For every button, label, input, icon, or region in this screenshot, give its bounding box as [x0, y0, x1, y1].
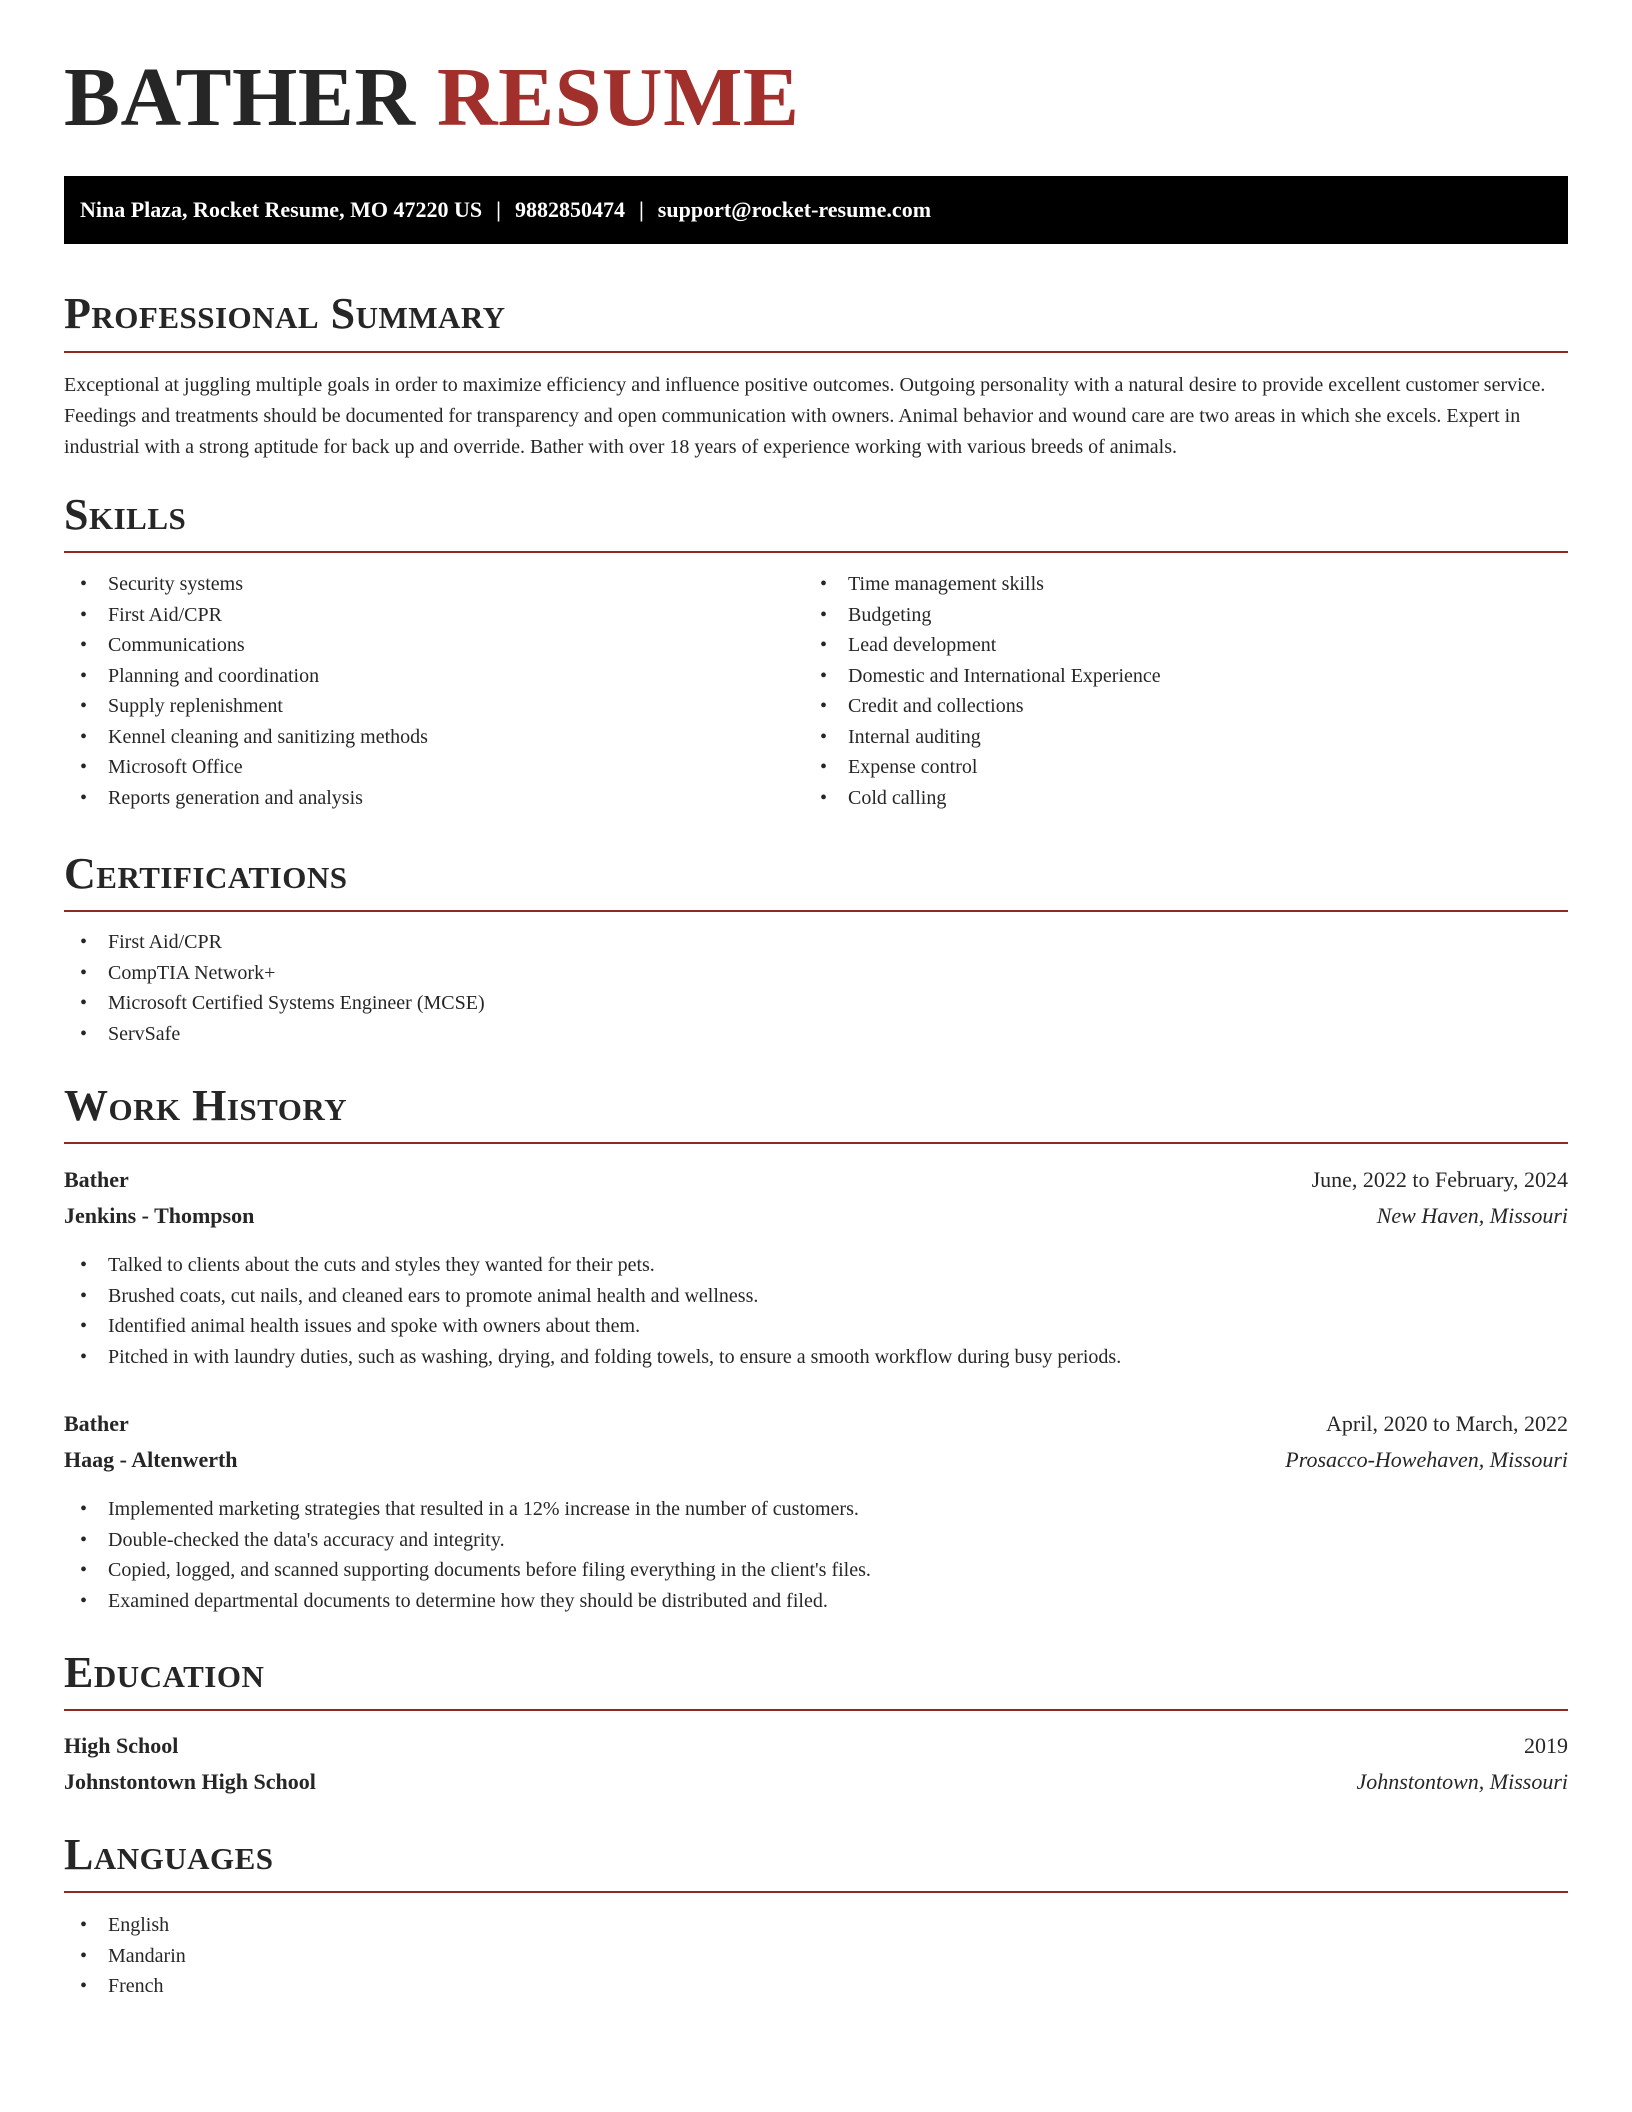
skills-list-right: [804, 569, 1161, 813]
job-company-row: [64, 1205, 1568, 1227]
list-item: • Planning and coordination: [64, 661, 428, 692]
list-item: • English: [64, 1910, 186, 1941]
education-degree: High School: [64, 1733, 179, 1758]
job-location: Prosacco-Howehaven, Missouri: [1285, 1447, 1568, 1472]
list-item: • Budgeting: [804, 600, 1161, 631]
list-item: • Copied, logged, and scanned supporting documents before filing everything in the client's files.: [64, 1555, 871, 1586]
work-history-heading: Work History: [64, 1081, 348, 1130]
summary-heading: Professional Summary: [64, 289, 506, 338]
job-title-row: [64, 1169, 1568, 1191]
list-item: • Lead development: [804, 630, 1161, 661]
skills-list-left: [64, 569, 428, 813]
list-item: • Examined departmental documents to determine how they should be distributed and filed.: [64, 1586, 871, 1617]
contact-email[interactable]: support@rocket-resume.com: [657, 197, 932, 222]
job-dates: April, 2020 to March, 2022: [1326, 1411, 1568, 1436]
list-item: • French: [64, 1971, 186, 2002]
skills-divider: [64, 551, 1568, 553]
list-item: • Brushed coats, cut nails, and cleaned ears to promote animal health and wellness.: [64, 1281, 1121, 1312]
list-item: • Microsoft Certified Systems Engineer (MCSE): [64, 988, 485, 1019]
list-item: • Communications: [64, 630, 428, 661]
list-item: • Identified animal health issues and spoke with owners about them.: [64, 1311, 1121, 1342]
title-part-1: BATHER: [64, 51, 416, 144]
list-item: • ServSafe: [64, 1019, 485, 1050]
job-bullets: [64, 1250, 1121, 1372]
list-item: • Security systems: [64, 569, 428, 600]
job-title: Bather: [64, 1411, 129, 1436]
list-item: • Reports generation and analysis: [64, 783, 428, 814]
education-location: Johnstontown, Missouri: [1356, 1769, 1568, 1794]
contact-separator: |: [496, 197, 501, 222]
job-dates: June, 2022 to February, 2024: [1311, 1167, 1568, 1192]
languages-heading: Languages: [64, 1830, 274, 1879]
list-item: • Pitched in with laundry duties, such as washing, drying, and folding towels, to ensure a smooth workflow during busy periods.: [64, 1342, 1121, 1373]
list-item: • Kennel cleaning and sanitizing methods: [64, 722, 428, 753]
list-item: • First Aid/CPR: [64, 927, 485, 958]
job-company-row: [64, 1449, 1568, 1471]
list-item: • Time management skills: [804, 569, 1161, 600]
education-school: Johnstontown High School: [64, 1769, 316, 1794]
job-company: Jenkins - Thompson: [64, 1203, 255, 1228]
job-title: Bather: [64, 1167, 129, 1192]
summary-divider: [64, 351, 1568, 353]
list-item: • Internal auditing: [804, 722, 1161, 753]
list-item: • Domestic and International Experience: [804, 661, 1161, 692]
contact-bar: [64, 176, 1568, 244]
list-item: • Credit and collections: [804, 691, 1161, 722]
list-item: • Cold calling: [804, 783, 1161, 814]
education-divider: [64, 1709, 1568, 1711]
languages-list: [64, 1910, 186, 2002]
education-year: 2019: [1524, 1733, 1568, 1758]
list-item: • Supply replenishment: [64, 691, 428, 722]
contact-phone: 9882850474: [514, 197, 625, 222]
list-item: • Expense control: [804, 752, 1161, 783]
list-item: • CompTIA Network+: [64, 958, 485, 989]
summary-text: Exceptional at juggling multiple goals in order to maximize efficiency and influence positive outcomes. Outgoing personality with a natural desire to provide excellent customer service. Feedings and treatments should be documented for transparency and open communication with owners. Animal behavior and wound care are two areas in which she excels. Expert in industrial with a strong aptitude for back up and override. Bather with over 18 years of experience working with various breeds of animals.: [64, 374, 1546, 458]
certifications-list: [64, 927, 485, 1049]
title-part-2: RESUME: [437, 51, 800, 144]
certifications-divider: [64, 910, 1568, 912]
certifications-heading: Certifications: [64, 849, 348, 898]
list-item: • Talked to clients about the cuts and styles they wanted for their pets.: [64, 1250, 1121, 1281]
contact-address: Nina Plaza, Rocket Resume, MO 47220 US: [80, 197, 483, 222]
education-degree-row: [64, 1735, 1568, 1757]
job-title-row: [64, 1413, 1568, 1435]
work-history-divider: [64, 1142, 1568, 1144]
list-item: • Double-checked the data's accuracy and integrity.: [64, 1525, 871, 1556]
job-location: New Haven, Missouri: [1376, 1203, 1568, 1228]
job-bullets: [64, 1494, 871, 1616]
list-item: • First Aid/CPR: [64, 600, 428, 631]
list-item: • Microsoft Office: [64, 752, 428, 783]
education-heading: Education: [64, 1648, 265, 1697]
list-item: • Implemented marketing strategies that resulted in a 12% increase in the number of customers.: [64, 1494, 871, 1525]
job-company: Haag - Altenwerth: [64, 1447, 238, 1472]
resume-title: [64, 51, 800, 144]
languages-divider: [64, 1891, 1568, 1893]
contact-separator: |: [638, 197, 644, 222]
education-school-row: [64, 1771, 1568, 1793]
list-item: • Mandarin: [64, 1941, 186, 1972]
skills-heading: Skills: [64, 490, 187, 539]
